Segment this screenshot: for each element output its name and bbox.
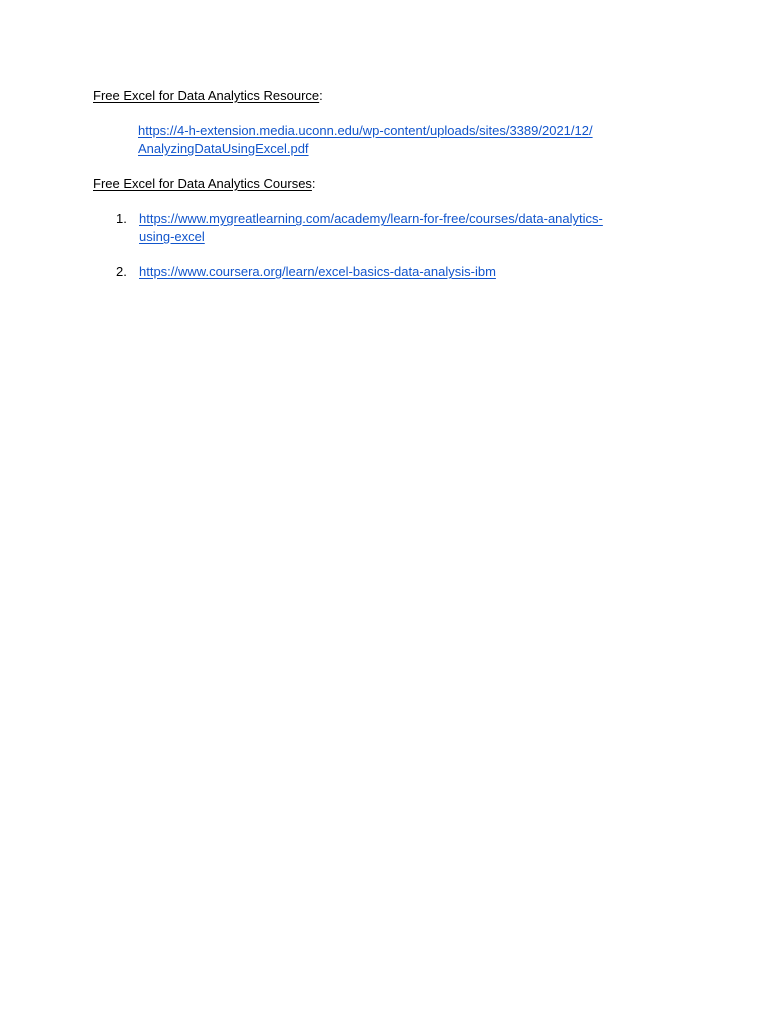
courses-heading-text: Free Excel for Data Analytics Courses	[93, 176, 312, 191]
course-link-1-line-1[interactable]: https://www.mygreatlearning.com/academy/learn-for-free/courses/data-analytics-	[139, 211, 603, 226]
courses-heading-colon: :	[311, 176, 316, 191]
resource-heading	[93, 87, 323, 105]
list-number: 2.	[116, 264, 127, 279]
resource-link-line-2[interactable]: AnalyzingDataUsingExcel.pdf	[138, 141, 309, 156]
courses-heading	[93, 175, 316, 193]
resource-heading-colon: :	[319, 88, 323, 103]
course-link-2[interactable]	[139, 263, 679, 281]
resource-heading-text: Free Excel for Data Analytics Resource	[93, 88, 320, 103]
resource-link[interactable]	[138, 122, 678, 158]
course-link-2-line-1[interactable]: https://www.coursera.org/learn/excel-basics-data-analysis-ibm	[139, 264, 496, 279]
list-number: 1.	[116, 211, 127, 226]
course-link-1-line-2[interactable]: using-excel	[139, 229, 205, 244]
course-link-1[interactable]	[139, 210, 679, 246]
resource-link-line-1[interactable]: https://4-h-extension.media.uconn.edu/wp-content/uploads/sites/3389/2021/12/	[138, 123, 593, 138]
